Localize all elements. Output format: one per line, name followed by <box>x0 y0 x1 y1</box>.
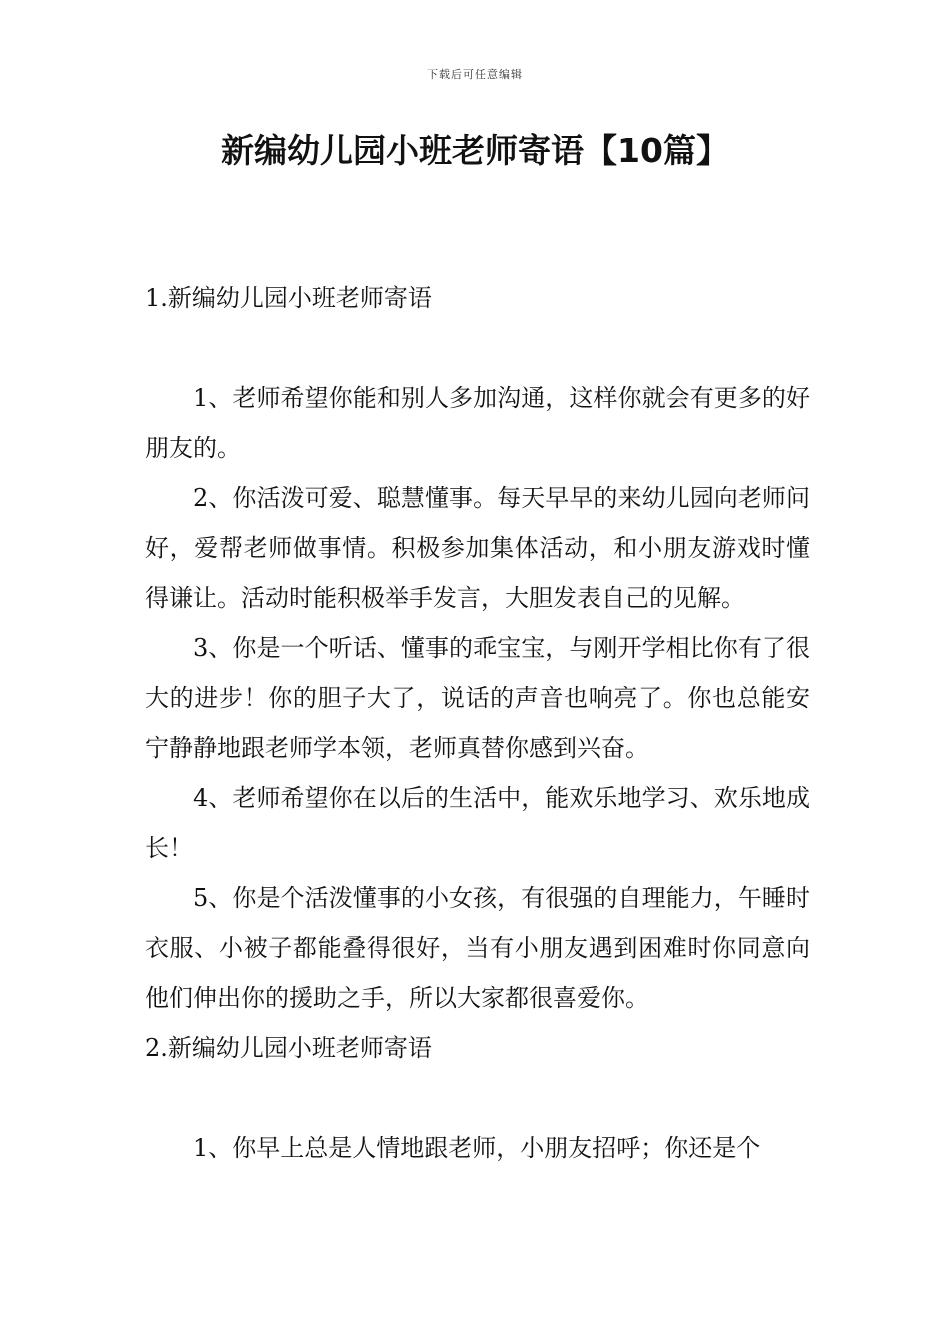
paragraph-1-1: 1、老师希望你能和别人多加沟通，这样你就会有更多的好朋友的。 <box>145 384 810 462</box>
document-title: 新编幼儿园小班老师寄语【10篇】 <box>221 131 729 170</box>
paragraph-1-3: 3、你是一个听话、懂事的乖宝宝，与刚开学相比你有了很大的进步！你的胆子大了，说话的声音也响亮了。你也总能安宁静静地跟老师学本领，老师真替你感到兴奋。 <box>145 634 810 762</box>
section-heading-1: 1.新编幼儿园小班老师寄语 <box>145 284 432 312</box>
paragraph-1-5: 5、你是个活泼懂事的小女孩，有很强的自理能力，午睡时衣服、小被子都能叠得很好，当有小朋友遇到困难时你同意向他们伸出你的援助之手，所以大家都很喜爱你。 <box>145 884 810 1012</box>
paragraph-2-1: 1、你早上总是人情地跟老师，小朋友招呼；你还是个 <box>193 1134 761 1162</box>
section-heading-2: 2.新编幼儿园小班老师寄语 <box>145 1034 432 1062</box>
paragraph-1-2: 2、你活泼可爱、聪慧懂事。每天早早的来幼儿园向老师问好，爱帮老师做事情。积极参加集体活动，和小朋友游戏时懂得谦让。活动时能积极举手发言，大胆发表自己的见解。 <box>145 484 810 612</box>
paragraph-1-4: 4、老师希望你在以后的生活中，能欢乐地学习、欢乐地成长！ <box>145 784 810 862</box>
document-body <box>145 273 810 1173</box>
header-note: 下载后可任意编辑 <box>427 68 523 81</box>
